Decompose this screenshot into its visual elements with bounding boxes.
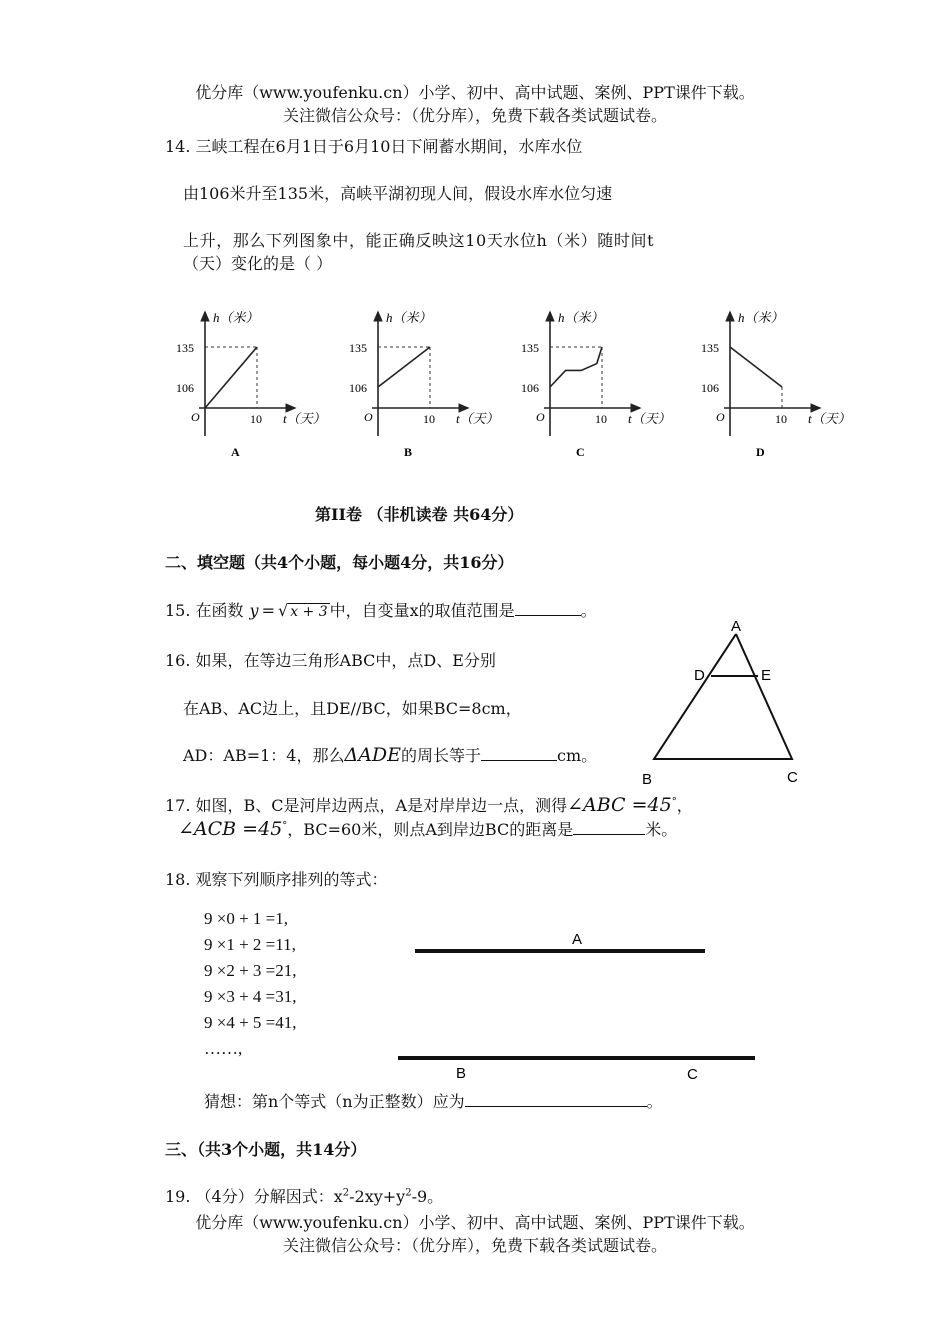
graph-caption: D xyxy=(756,445,765,459)
graph-y-label: h（米） xyxy=(213,310,259,325)
graph-series-line xyxy=(378,347,430,387)
graph-tick-135: 135 xyxy=(521,341,539,355)
q16-line-2: 在AB、AC边上，且DE//BC，如果BC=8cm， xyxy=(183,699,522,718)
graph-d xyxy=(701,310,851,459)
graph-caption: B xyxy=(404,445,413,459)
triangle-abc xyxy=(654,634,792,759)
graph-y-label: h（米） xyxy=(386,310,432,325)
label-b: B xyxy=(642,771,653,788)
q17-degree-2: ° xyxy=(282,820,288,832)
q16-line3-end: cm。 xyxy=(557,746,598,765)
q15-answer-blank[interactable] xyxy=(515,601,581,616)
sqrt-icon: √ xyxy=(278,601,289,620)
q15-end: 。 xyxy=(580,601,597,620)
graph-x-label: t（天） xyxy=(456,411,499,426)
section2-heading: 二、填空题（共4个小题，每小题4分，共16分） xyxy=(165,553,514,572)
q17-comma: ， xyxy=(676,796,693,815)
q15-formula-radicand: x + 3 xyxy=(290,604,328,620)
graph-origin: O xyxy=(716,410,725,424)
header-line-1: 优分库（www.youfenku.cn）小学、初中、高中试题、案例、PPT课件下载。 xyxy=(195,83,755,102)
q17-line2-end: 米。 xyxy=(645,820,678,839)
graph-y-label: h（米） xyxy=(738,310,784,325)
graph-c xyxy=(521,310,671,459)
label-e: E xyxy=(761,667,772,684)
graph-tick-106: 106 xyxy=(701,381,719,395)
graph-tick-135: 135 xyxy=(349,341,367,355)
q17-line2-mid: ，BC=60米，则点A到岸边BC的距离是 xyxy=(287,820,574,839)
q19-sup-2: 2 xyxy=(405,1187,412,1199)
graph-tick-106: 106 xyxy=(521,381,539,395)
graph-tick-135: 135 xyxy=(701,341,719,355)
river-label-a: A xyxy=(572,931,583,948)
q17-answer-blank[interactable] xyxy=(573,820,645,835)
graph-b xyxy=(349,310,499,459)
q15-prefix: 15. 在函数 xyxy=(165,601,244,620)
q15-formula-eq: = xyxy=(261,601,275,620)
graph-series-line xyxy=(205,347,257,408)
river-label-c: C xyxy=(687,1066,698,1083)
river-figure xyxy=(390,925,770,1085)
q16-line3-pre: AD：AB=1：4，那么 xyxy=(183,746,345,765)
graph-y-label: h（米） xyxy=(558,310,604,325)
q15-suffix: 中，自变量x的取值范围是 xyxy=(329,601,515,620)
q18-guess-pre: 猜想：第n个等式（n为正整数）应为 xyxy=(204,1092,465,1111)
header-line-2: 关注微信公众号：（优分库），免费下载各类试题试卷。 xyxy=(282,106,667,125)
graph-tick-10: 10 xyxy=(423,412,435,426)
label-c: C xyxy=(787,769,798,786)
q16-line-3 xyxy=(183,743,597,766)
graph-series-line xyxy=(550,347,602,387)
q17-line1-pre: 17. 如图，B、C是河岸边两点，A是对岸岸边一点，测得 xyxy=(165,796,568,815)
graph-x-label: t（天） xyxy=(628,411,671,426)
q16-answer-blank[interactable] xyxy=(481,746,557,761)
q18-guess xyxy=(204,1089,663,1112)
q19-line xyxy=(165,1184,443,1207)
label-d: D xyxy=(694,667,705,684)
q17-angle-abc: ∠ABC =45 xyxy=(567,794,672,816)
q19-mid: -2xy+y xyxy=(349,1187,406,1206)
q15-formula-lhs: y xyxy=(249,601,259,620)
q19-pre: 19. （4分）分解因式：x xyxy=(165,1187,343,1206)
q17-angle-acb: ∠ACB =45 xyxy=(178,818,283,840)
q18-equation-2: 9 ×1 + 2 =11, xyxy=(204,935,296,954)
q18-equation-4: 9 ×3 + 4 =31, xyxy=(204,987,297,1006)
q19-sup-1: 2 xyxy=(342,1187,350,1199)
graph-caption: C xyxy=(576,445,585,459)
q14-line-4: （天）变化的是（ ） xyxy=(183,254,333,273)
graph-caption: A xyxy=(231,445,240,459)
graph-series-line xyxy=(730,347,782,387)
q17-line-2 xyxy=(178,817,677,840)
q18-answer-blank[interactable] xyxy=(465,1092,647,1107)
q17-degree-1: ° xyxy=(671,796,677,808)
graph-a xyxy=(176,310,326,459)
q19-end: -9。 xyxy=(411,1187,444,1206)
q18-equation-5: 9 ×4 + 5 =41, xyxy=(204,1013,297,1032)
q16-triangle-ade: ΔADE xyxy=(344,744,402,766)
q18-equation-3: 9 ×2 + 3 =21, xyxy=(204,961,297,980)
graph-origin: O xyxy=(536,410,545,424)
graph-tick-10: 10 xyxy=(250,412,262,426)
q14-line-2: 由106米升至135米，高峡平湖初现人间，假设水库水位匀速 xyxy=(183,184,613,203)
graph-x-label: t（天） xyxy=(283,411,326,426)
graph-tick-10: 10 xyxy=(775,412,787,426)
graph-tick-106: 106 xyxy=(349,381,367,395)
q17-line-1 xyxy=(165,793,693,816)
graph-tick-135: 135 xyxy=(176,341,194,355)
river-label-b: B xyxy=(456,1065,467,1082)
q18-guess-end: 。 xyxy=(646,1092,663,1111)
footer-line-2: 关注微信公众号：（优分库），免费下载各类试题试卷。 xyxy=(282,1236,667,1255)
q16-line-1: 16. 如果，在等边三角形ABC中，点D、E分别 xyxy=(165,651,496,670)
footer-line-1: 优分库（www.youfenku.cn）小学、初中、高中试题、案例、PPT课件下载。 xyxy=(195,1213,755,1232)
triangle-figure xyxy=(630,612,820,792)
part2-title: 第II卷 （非机读卷 共64分） xyxy=(315,505,524,524)
graph-x-label: t（天） xyxy=(808,411,851,426)
q14-line-1: 14. 三峡工程在6月1日于6月10日下闸蓄水期间，水库水位 xyxy=(165,137,583,156)
q14-line-3: 上升，那么下列图象中，能正确反映这10天水位h（米）随时间t xyxy=(183,231,655,250)
graph-tick-106: 106 xyxy=(176,381,194,395)
graph-tick-10: 10 xyxy=(595,412,607,426)
q14-graphs xyxy=(170,298,870,468)
label-a: A xyxy=(731,618,742,635)
section3-heading: 三、（共3个小题，共14分） xyxy=(165,1140,367,1159)
graph-origin: O xyxy=(191,410,200,424)
q15-line xyxy=(165,598,597,621)
q18-equation-ellipsis: ……, xyxy=(204,1039,243,1058)
q18-equation-1: 9 ×0 + 1 =1, xyxy=(204,909,289,928)
q16-line3-mid: 的周长等于 xyxy=(401,746,482,765)
graph-origin: O xyxy=(364,410,373,424)
q18-line-1: 18. 观察下列顺序排列的等式： xyxy=(165,870,388,889)
